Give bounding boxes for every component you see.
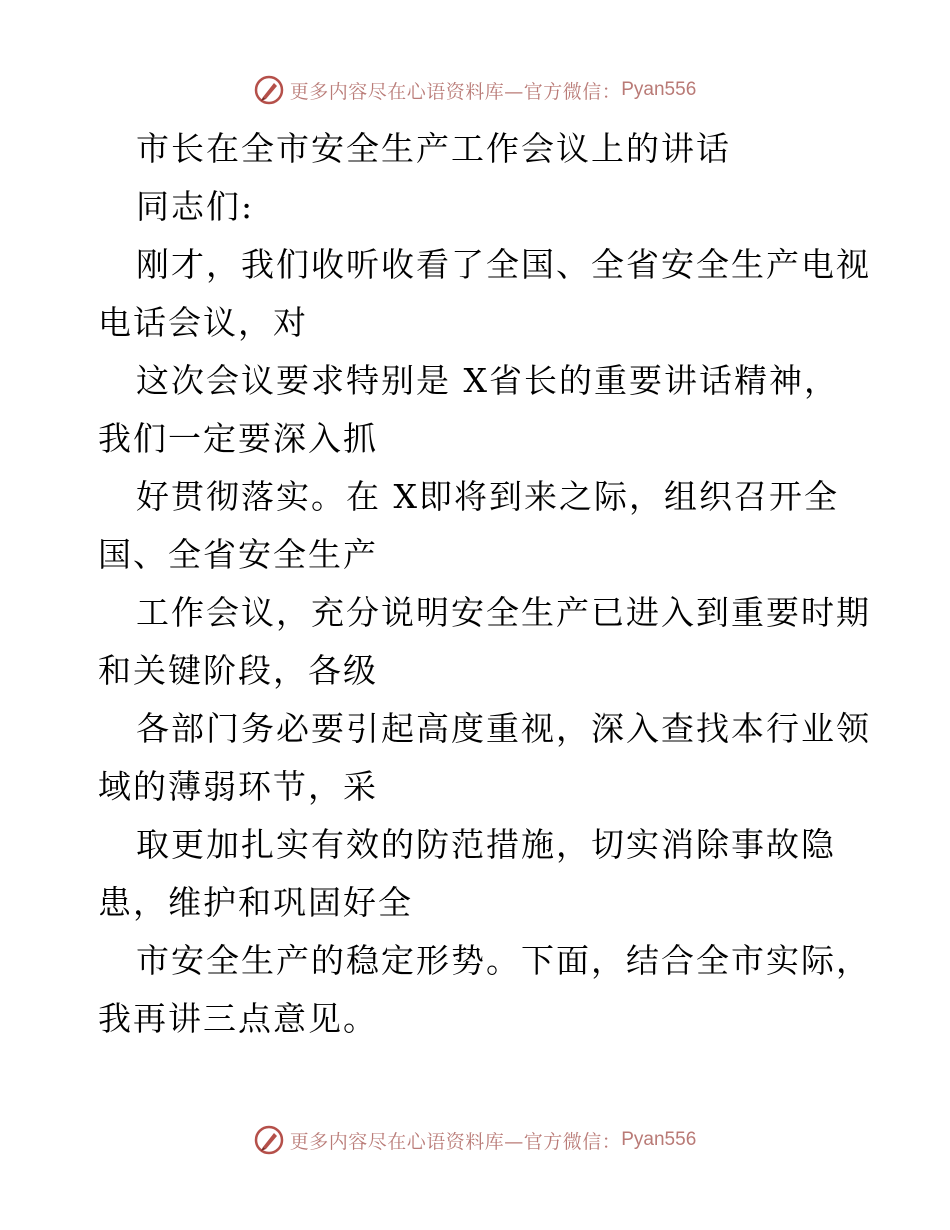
paragraph-line: 取更加扎实有效的防范措施，切实消除事故隐: [136, 825, 836, 864]
document-body: [98, 120, 871, 1048]
paragraph-line: 域的薄弱环节，采: [98, 767, 378, 806]
paragraph-line: 各部门务必要引起高度重视，深入查找本行业领: [136, 709, 871, 748]
paragraph-line: 市安全生产的稳定形势。下面，结合全市实际，: [136, 941, 871, 980]
paragraph-line: 这次会议要求特别是 X省长的重要讲话精神，: [136, 361, 839, 400]
paragraph-line: 刚才，我们收听收看了全国、全省安全生产电视: [136, 245, 871, 284]
header-banner: [0, 72, 950, 108]
paragraph-line: 电话会议，对: [98, 303, 308, 342]
pen-logo-icon: [254, 75, 284, 105]
banner-wechat-id: Pyan556: [621, 79, 697, 100]
banner-text: 更多内容尽在心语资料库—官方微信：: [289, 1130, 622, 1153]
document-title: 市长在全市安全生产工作会议上的讲话: [136, 129, 731, 168]
banner-text: 更多内容尽在心语资料库—官方微信：: [289, 80, 622, 103]
pen-logo-icon: [254, 1125, 284, 1155]
paragraph-line: 国、全省安全生产: [98, 535, 378, 574]
salutation: 同志们:: [136, 187, 255, 226]
paragraph-line: 我们一定要深入抓: [98, 419, 378, 458]
paragraph-line: 和关键阶段，各级: [98, 651, 378, 690]
paragraph-line: 工作会议，充分说明安全生产已进入到重要时期: [136, 593, 871, 632]
footer-banner: [0, 1122, 950, 1158]
banner-wechat-id: Pyan556: [621, 1129, 697, 1150]
paragraph-line: 好贯彻落实。在 X即将到来之际，组织召开全: [136, 477, 839, 516]
paragraph-line: 患，维护和巩固好全: [98, 883, 413, 922]
paragraph-line: 我再讲三点意见。: [98, 999, 378, 1038]
